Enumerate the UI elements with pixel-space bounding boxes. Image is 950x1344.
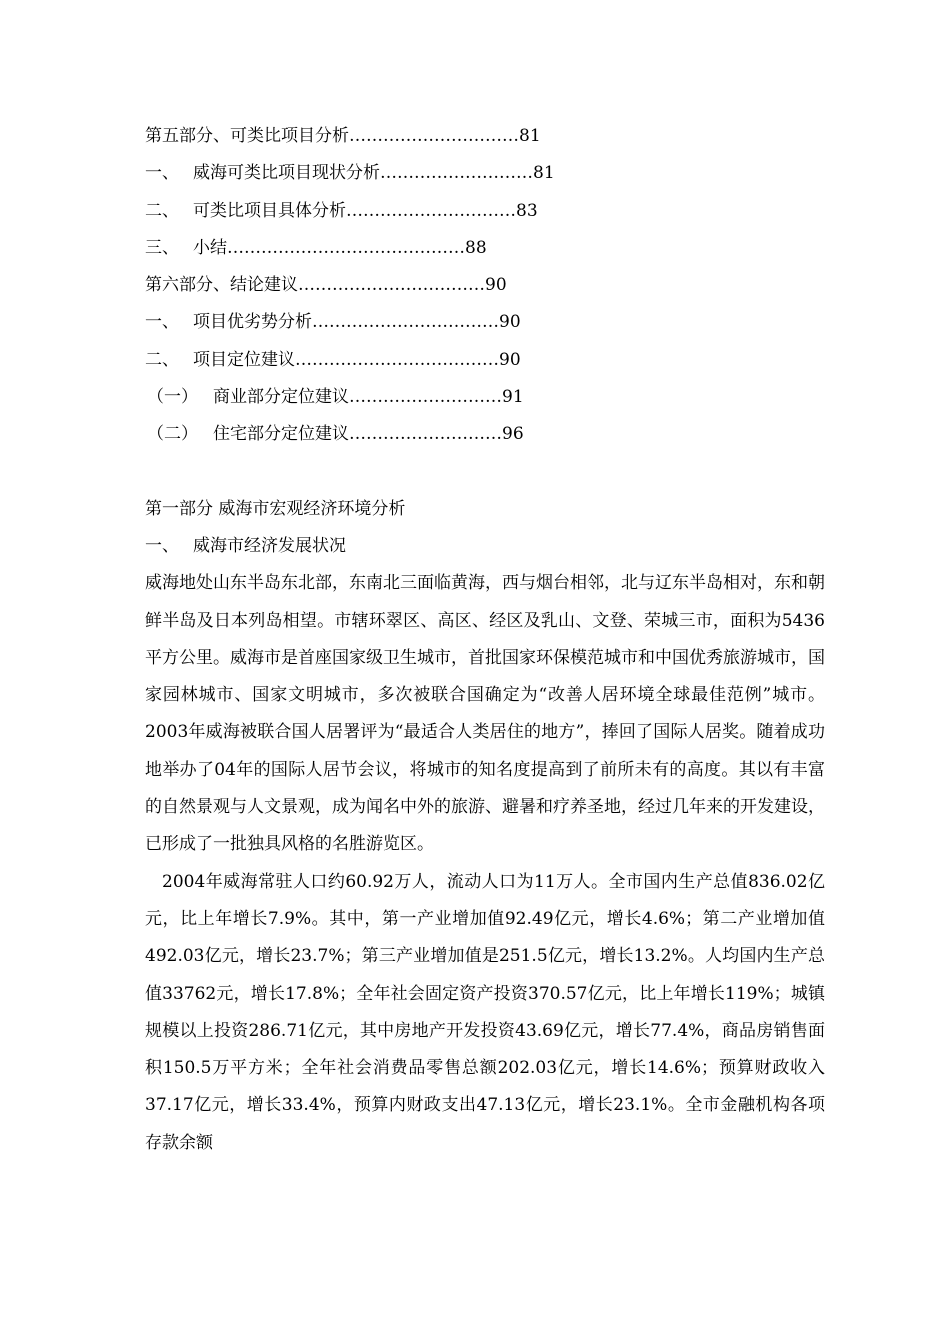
toc-page-number: 90 bbox=[499, 312, 521, 333]
toc-title: 第五部分、可类比项目分析 bbox=[145, 126, 349, 146]
toc-entry[interactable] bbox=[145, 155, 825, 192]
body-paragraph: 威海地处山东半岛东北部，东南北三面临黄海，西与烟台相邻，北与辽东半岛相对，东和朝鲜半岛及日本列岛相望。市辖环翠区、高区、经区及乳山、文登、荣城三市，面积为5436平方公里。威海市是首座国家级卫生城市，首批国家环保模范城市和中国优秀旅游城市，国家园林城市、国家文明城市，多次被联合国确定为“改善人居环境全球最佳范例”城市。2003年威海被联合国人居署评为“最适合人类居住的地方”，捧回了国际人居奖。随着成功地举办了04年的国际人居节会议，将城市的知名度提高到了前所未有的高度。其以有丰富的自然景观与人文景观，成为闻名中外的旅游、避暑和疗养圣地，经过几年来的开发建设，已形成了一批独具风格的名胜游览区。 bbox=[145, 573, 825, 855]
toc-dots: ……………………………… bbox=[295, 349, 499, 370]
toc-dots: …………………………… bbox=[298, 275, 485, 296]
toc-number: 三、 bbox=[145, 237, 179, 258]
toc-number: 二、 bbox=[145, 200, 179, 221]
toc-title: 可类比项目具体分析 bbox=[193, 200, 346, 221]
toc-entry[interactable] bbox=[145, 379, 825, 416]
toc-dots: ………………………… bbox=[349, 126, 519, 146]
section-title: 威海市经济发展状况 bbox=[193, 535, 346, 556]
toc-title: 第六部分、结论建议 bbox=[145, 275, 298, 296]
toc-page-number: 90 bbox=[499, 349, 521, 370]
toc-page-number: 88 bbox=[465, 237, 487, 258]
toc-page-number: 96 bbox=[502, 424, 524, 445]
toc-number: 一、 bbox=[145, 163, 179, 184]
toc-entry[interactable] bbox=[145, 416, 825, 453]
toc-title: 商业部分定位建议 bbox=[213, 387, 349, 408]
toc-page-number: 81 bbox=[519, 126, 541, 146]
toc-number: 一、 bbox=[145, 312, 179, 333]
toc-entry[interactable] bbox=[145, 267, 825, 304]
toc-dots: ………………………… bbox=[346, 200, 516, 221]
toc-page-number: 83 bbox=[516, 200, 538, 221]
body-paragraph: 2004年威海常驻人口约60.92万人，流动人口为11万人。全市国内生产总值836.02亿元，比上年增长7.9%。其中，第一产业增加值92.49亿元，增长4.6%；第二产业增加值492.03亿元，增长23.7%；第三产业增加值是251.5亿元，增长13.2%。人均国内生产总值33762元，增长17.8%；全年社会固定资产投资370.57亿元，比上年增长119%；城镇规模以上投资286.71亿元，其中房地产开发投资43.69亿元，增长77.4%，商品房销售面积150.5万平方米；全年社会消费品零售总额202.03亿元，增长14.6%；预算财政收入37.17亿元，增长33.4%，预算内财政支出47.13亿元，增长23.1%。全市金融机构各项存款余额 bbox=[145, 871, 825, 1153]
toc-title: 小结 bbox=[193, 237, 227, 258]
toc-dots: …………………………… bbox=[312, 312, 499, 333]
toc-title: 项目定位建议 bbox=[193, 349, 295, 370]
toc-title: 住宅部分定位建议 bbox=[213, 424, 349, 445]
section-heading bbox=[145, 528, 825, 565]
toc-title: 项目优劣势分析 bbox=[193, 312, 312, 333]
toc-entry[interactable] bbox=[145, 193, 825, 230]
toc-entry[interactable] bbox=[145, 342, 825, 379]
toc-entry[interactable] bbox=[145, 118, 825, 155]
toc-page-number: 81 bbox=[533, 163, 555, 184]
toc-number: （一） bbox=[147, 387, 198, 408]
section-number: 一、 bbox=[145, 535, 179, 556]
toc-page-number: 90 bbox=[485, 275, 507, 296]
toc-dots: ……………………… bbox=[349, 424, 502, 445]
table-of-contents bbox=[145, 118, 825, 454]
document-page bbox=[145, 118, 825, 1162]
toc-dots: …………………………………… bbox=[227, 237, 465, 258]
toc-number: （二） bbox=[147, 424, 198, 445]
toc-entry[interactable] bbox=[145, 304, 825, 341]
toc-dots: ……………………… bbox=[380, 163, 533, 184]
part-title: 第一部分 威海市宏观经济环境分析 bbox=[145, 498, 406, 519]
toc-page-number: 91 bbox=[502, 387, 524, 408]
toc-dots: ……………………… bbox=[349, 387, 502, 408]
toc-entry[interactable] bbox=[145, 230, 825, 267]
spacer bbox=[145, 454, 825, 491]
toc-title: 威海可类比项目现状分析 bbox=[193, 163, 380, 184]
toc-number: 二、 bbox=[145, 349, 179, 370]
